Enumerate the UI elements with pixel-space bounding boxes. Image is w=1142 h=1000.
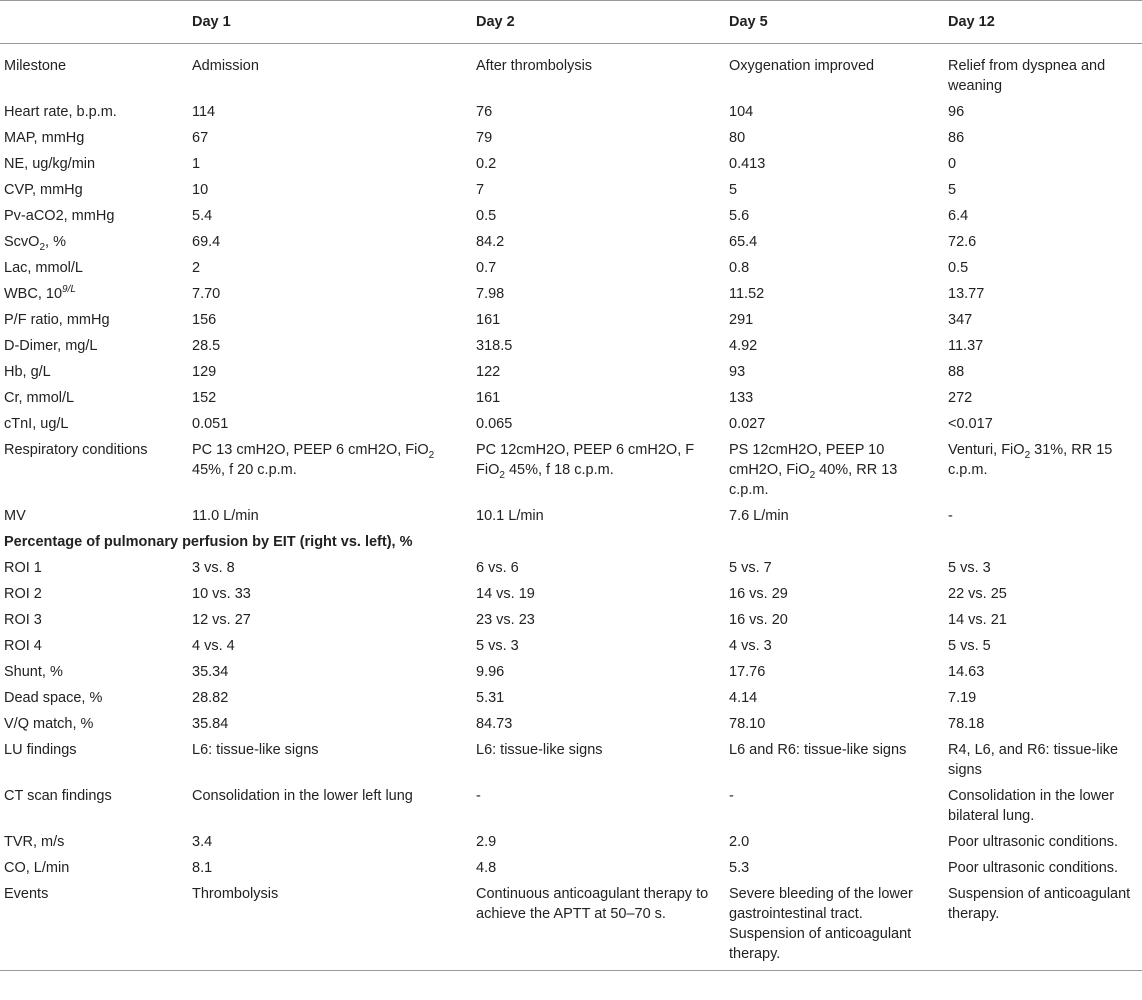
cell-text: 31%, RR 15 c.p.m.: [948, 442, 1113, 478]
subscript: 2: [39, 241, 46, 253]
table-cell: After thrombolysis: [476, 58, 593, 74]
table-row: [0, 255, 1142, 281]
row-label: [0, 281, 188, 307]
table-cell: 72.6: [948, 234, 977, 250]
subscript: 2: [809, 469, 816, 481]
table-row: [0, 555, 1142, 581]
table-cell: 7: [476, 182, 485, 198]
table-cell: 7.19: [948, 690, 977, 706]
subscript: 2: [499, 469, 505, 481]
table-row: [0, 659, 1142, 685]
table-cell: 347: [948, 312, 973, 328]
table-cell: 5.31: [476, 690, 505, 706]
table-cell: 8.1: [192, 860, 213, 876]
row-label: P/F ratio, mmHg: [4, 312, 110, 328]
table-row: [0, 503, 1142, 529]
table-cell: 78.10: [729, 716, 766, 732]
row-label: D-Dimer, mg/L: [4, 338, 98, 354]
table-cell: 10.1 L/min: [476, 508, 544, 524]
table-row: [0, 855, 1142, 881]
table-row: [0, 281, 1142, 307]
table-cell: 96: [948, 104, 965, 120]
row-label: CT scan findings: [4, 788, 112, 804]
table-cell: [188, 437, 472, 503]
table-cell: 13.77: [948, 286, 985, 302]
table-cell: L6: tissue-like signs: [192, 742, 319, 758]
table-cell: 122: [476, 364, 501, 380]
row-label: LU findings: [4, 742, 77, 758]
row-label: ROI 1: [4, 560, 42, 576]
table-cell: Relief from dyspnea and weaning: [948, 58, 1106, 94]
table-cell: Suspension of anticoagulant therapy.: [944, 881, 1142, 971]
cell-text: 45%, f 20 c.p.m.: [192, 462, 297, 478]
table-cell: <0.017: [948, 416, 993, 432]
row-label: Respiratory conditions: [4, 442, 148, 458]
table-cell: 7.98: [476, 286, 505, 302]
table-cell: 16 vs. 20: [729, 612, 788, 628]
table-row: [0, 685, 1142, 711]
table-cell: 35.84: [192, 716, 229, 732]
table-cell: Poor ultrasonic conditions.: [948, 860, 1119, 876]
table-cell: 4.14: [729, 690, 758, 706]
cell-text: 40%, RR 13 c.p.m.: [729, 462, 898, 498]
table-row: [0, 203, 1142, 229]
table-cell: 14.63: [948, 664, 985, 680]
table-cell: Oxygenation improved: [729, 58, 875, 74]
table-cell: 0.5: [476, 208, 497, 224]
header-row: [0, 1, 1142, 44]
label-text: ScvO: [4, 234, 40, 250]
table-cell: 12 vs. 27: [192, 612, 251, 628]
header-cell-day-5: Day 5: [725, 1, 944, 44]
table-cell: 7.70: [192, 286, 221, 302]
table-cell: 79: [476, 130, 493, 146]
table-cell: 5.6: [729, 208, 750, 224]
table-row: [0, 633, 1142, 659]
label-text: , %: [45, 234, 66, 250]
section-row: [0, 529, 1142, 555]
table-cell: 152: [192, 390, 217, 406]
table-cell: [725, 437, 944, 503]
table-cell: 5 vs. 3: [948, 560, 991, 576]
table-cell: 84.2: [476, 234, 505, 250]
table-cell: 93: [729, 364, 746, 380]
table-cell: 78.18: [948, 716, 985, 732]
table-cell: L6: tissue-like signs: [476, 742, 603, 758]
table-cell: 22 vs. 25: [948, 586, 1007, 602]
table-cell: 0.027: [729, 416, 766, 432]
table-row: [0, 333, 1142, 359]
table-cell: Poor ultrasonic conditions.: [948, 834, 1119, 850]
table-cell: [944, 437, 1142, 503]
table-row: [0, 125, 1142, 151]
table-cell: 28.5: [192, 338, 221, 354]
table-cell: 65.4: [729, 234, 758, 250]
table-cell: Severe bleeding of the lower gastrointestinal tract. Suspension of anticoagulant therapy.: [725, 881, 944, 971]
header-cell: [0, 1, 188, 44]
row-label: MAP, mmHg: [4, 130, 85, 146]
table-row: [0, 151, 1142, 177]
table-cell: 3 vs. 8: [192, 560, 235, 576]
table-cell: 9.96: [476, 664, 505, 680]
table-cell: 1: [192, 156, 201, 172]
table-cell: 86: [948, 130, 965, 146]
table-cell: [472, 437, 725, 503]
table-row: [0, 359, 1142, 385]
table-cell: 28.82: [192, 690, 229, 706]
row-label: Events: [0, 881, 188, 971]
table-row: [0, 711, 1142, 737]
table-row: [0, 829, 1142, 855]
table-row: [0, 783, 1142, 829]
table-cell: 156: [192, 312, 217, 328]
table-cell: 0.8: [729, 260, 750, 276]
table-cell: 0: [948, 156, 957, 172]
table-row: [0, 881, 1142, 971]
table-cell: 7.6 L/min: [729, 508, 789, 524]
row-label: Cr, mmol/L: [4, 390, 75, 406]
table-cell: 4 vs. 3: [729, 638, 772, 654]
table-row: [0, 437, 1142, 503]
table-cell: 5 vs. 7: [729, 560, 772, 576]
table-cell: 69.4: [192, 234, 221, 250]
table-cell: 80: [729, 130, 746, 146]
row-label: [0, 229, 188, 255]
table-cell: 6.4: [948, 208, 969, 224]
row-label: ROI 2: [4, 586, 42, 602]
row-label: cTnI, ug/L: [4, 416, 69, 432]
table-cell: 5 vs. 5: [948, 638, 991, 654]
table-cell: Consolidation in the lower bilateral lung.: [948, 788, 1115, 824]
table-row: [0, 581, 1142, 607]
row-label: Hb, g/L: [4, 364, 51, 380]
cell-text: PC 12cmH2O, PEEP 6 cmH2O, F FiO: [476, 442, 695, 478]
row-label: CO, L/min: [4, 860, 70, 876]
table-cell: 0.7: [476, 260, 497, 276]
table-cell: 14 vs. 21: [948, 612, 1007, 628]
table-cell: -: [729, 788, 734, 804]
table-cell: 11.52: [729, 286, 765, 302]
table-cell: 129: [192, 364, 217, 380]
table-cell: 0.5: [948, 260, 969, 276]
row-label: ROI 4: [4, 638, 42, 654]
table-cell: 16 vs. 29: [729, 586, 788, 602]
table-row: [0, 607, 1142, 633]
table-cell: R4, L6, and R6: tissue-like signs: [948, 742, 1119, 778]
row-label: NE, ug/kg/min: [4, 156, 96, 172]
table-cell: 2.0: [729, 834, 750, 850]
table-cell: 10 vs. 33: [192, 586, 251, 602]
superscript: 9/L: [62, 284, 76, 296]
table-cell: 10: [192, 182, 209, 198]
table-cell: 114: [192, 104, 216, 120]
table-cell: 76: [476, 104, 493, 120]
table-cell: 5: [948, 182, 957, 198]
table-cell: 0.413: [729, 156, 766, 172]
table-row: [0, 737, 1142, 783]
cell-text: PS 12cmH2O, PEEP 10 cmH2O, FiO: [729, 442, 885, 478]
table-cell: 11.37: [948, 338, 984, 354]
table-cell: 5.4: [192, 208, 213, 224]
row-label: ROI 3: [4, 612, 42, 628]
table-cell: 4 vs. 4: [192, 638, 235, 654]
table-cell: 133: [729, 390, 754, 406]
row-label: Heart rate, b.p.m.: [4, 104, 117, 120]
table-cell: -: [476, 788, 481, 804]
subscript: 2: [428, 449, 435, 461]
table-cell: 11.0 L/min: [192, 508, 259, 524]
table-row: [0, 44, 1142, 100]
table-cell: 88: [948, 364, 965, 380]
row-label: Lac, mmol/L: [4, 260, 83, 276]
table-cell: 161: [476, 312, 501, 328]
table-row: [0, 411, 1142, 437]
table-cell: Continuous anticoagulant therapy to achieve the APTT at 50–70 s.: [472, 881, 725, 971]
table-cell: 5 vs. 3: [476, 638, 519, 654]
table-cell: 17.76: [729, 664, 766, 680]
table-cell: 5.3: [729, 860, 750, 876]
row-label: Shunt, %: [4, 664, 63, 680]
label-text: WBC, 10: [4, 286, 63, 302]
table-cell: Admission: [192, 58, 259, 74]
table-cell: L6 and R6: tissue-like signs: [729, 742, 907, 758]
table-cell: 5: [729, 182, 738, 198]
row-label: Pv-aCO2, mmHg: [4, 208, 115, 224]
row-label: CVP, mmHg: [4, 182, 83, 198]
table-cell: 2.9: [476, 834, 497, 850]
row-label: Dead space, %: [4, 690, 103, 706]
header-cell-day-2: Day 2: [472, 1, 725, 44]
table-cell: 0.2: [476, 156, 497, 172]
header-cell-day-12: Day 12: [944, 1, 1142, 44]
table-cell: Consolidation in the lower left lung: [192, 788, 413, 804]
table-cell: Thrombolysis: [188, 881, 472, 971]
table-cell: 0.051: [192, 416, 229, 432]
table-row: [0, 177, 1142, 203]
table-cell: 6 vs. 6: [476, 560, 519, 576]
subscript: 2: [1024, 449, 1031, 461]
cell-text: 45%, f 18 c.p.m.: [504, 462, 614, 478]
row-label: V/Q match, %: [4, 716, 94, 732]
table-cell: 23 vs. 23: [476, 612, 535, 628]
table-cell: 161: [476, 390, 501, 406]
table-cell: 318.5: [476, 338, 513, 354]
table-cell: 35.34: [192, 664, 229, 680]
table-row: [0, 307, 1142, 333]
table-row: [0, 229, 1142, 255]
table-row: [0, 99, 1142, 125]
table-cell: 291: [729, 312, 754, 328]
table-cell: 67: [192, 130, 209, 146]
table-cell: 2: [192, 260, 201, 276]
table-cell: -: [948, 508, 953, 524]
row-label: TVR, m/s: [4, 834, 65, 850]
table-cell: 0.065: [476, 416, 513, 432]
cell-text: Venturi, FiO: [948, 442, 1025, 458]
cell-text: PC 13 cmH2O, PEEP 6 cmH2O, FiO: [192, 442, 429, 458]
row-label: MV: [4, 508, 26, 524]
row-label: Milestone: [4, 58, 67, 74]
table-cell: 14 vs. 19: [476, 586, 535, 602]
table-cell: 3.4: [192, 834, 213, 850]
table-cell: 4.8: [476, 860, 497, 876]
table-cell: 104: [729, 104, 754, 120]
section-title: Percentage of pulmonary perfusion by EIT (right vs. left), %: [4, 534, 413, 550]
table-cell: 84.73: [476, 716, 513, 732]
header-cell-day-1: Day 1: [188, 1, 472, 44]
table-cell: 4.92: [729, 338, 758, 354]
table-cell: 272: [948, 390, 973, 406]
table-row: [0, 385, 1142, 411]
